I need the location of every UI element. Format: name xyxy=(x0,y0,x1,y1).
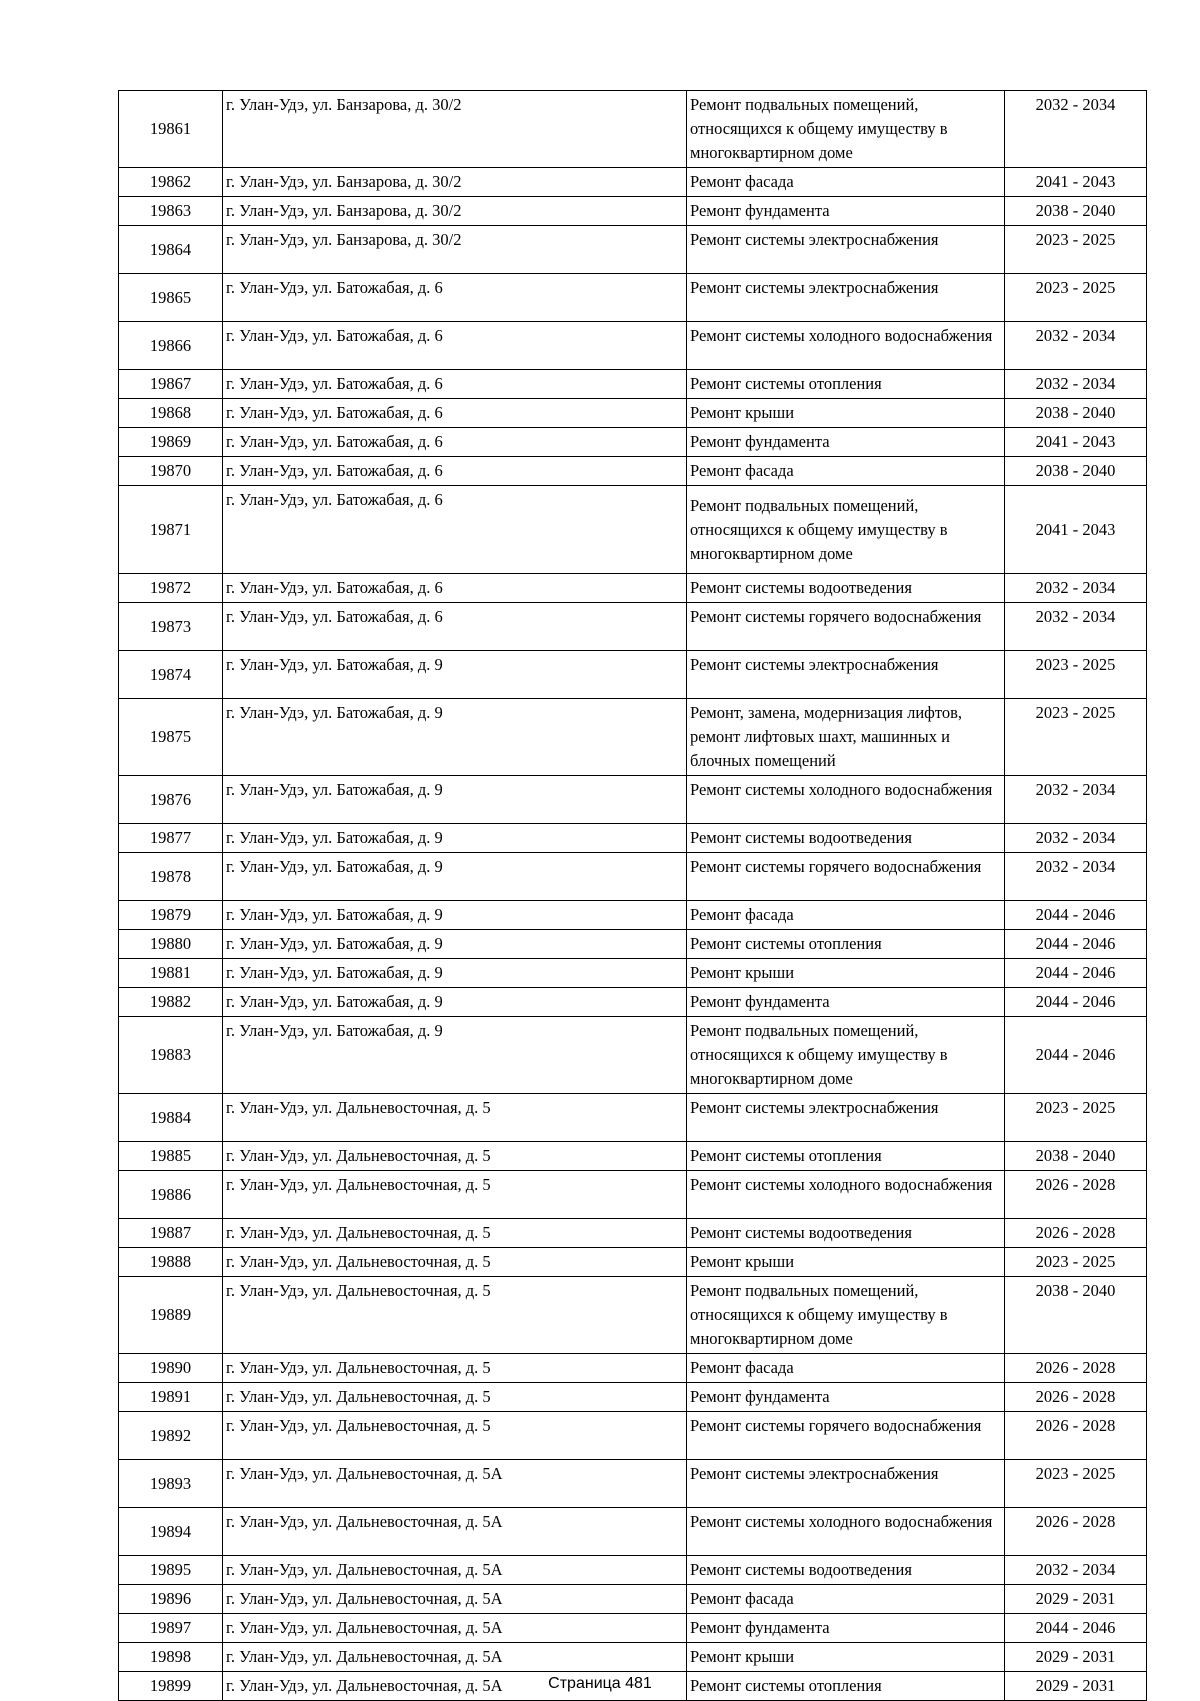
row-address: г. Улан-Удэ, ул. Батожабая, д. 6 xyxy=(223,322,687,370)
table-row xyxy=(119,853,1147,901)
row-period: 2023 - 2025 xyxy=(1005,1460,1147,1508)
row-period: 2029 - 2031 xyxy=(1005,1643,1147,1672)
row-address: г. Улан-Удэ, ул. Батожабая, д. 6 xyxy=(223,428,687,457)
row-period: 2032 - 2034 xyxy=(1005,91,1147,168)
table-row xyxy=(119,1383,1147,1412)
row-number: 19867 xyxy=(119,370,223,399)
row-work-type: Ремонт подвальных помещений, относящихся к общему имуществу в многоквартирном доме xyxy=(687,1277,1005,1354)
row-address: г. Улан-Удэ, ул. Банзарова, д. 30/2 xyxy=(223,91,687,168)
row-work-type: Ремонт крыши xyxy=(687,399,1005,428)
row-work-type: Ремонт фундамента xyxy=(687,1383,1005,1412)
row-number: 19883 xyxy=(119,1017,223,1094)
row-address: г. Улан-Удэ, ул. Дальневосточная, д. 5А xyxy=(223,1508,687,1556)
row-period: 2044 - 2046 xyxy=(1005,930,1147,959)
row-work-type: Ремонт подвальных помещений, относящихся к общему имуществу в многоквартирном доме xyxy=(687,486,1005,574)
row-address: г. Улан-Удэ, ул. Батожабая, д. 6 xyxy=(223,370,687,399)
row-period: 2026 - 2028 xyxy=(1005,1412,1147,1460)
row-work-type: Ремонт фундамента xyxy=(687,988,1005,1017)
row-period: 2038 - 2040 xyxy=(1005,399,1147,428)
row-period: 2026 - 2028 xyxy=(1005,1354,1147,1383)
row-number: 19869 xyxy=(119,428,223,457)
row-address: г. Улан-Удэ, ул. Батожабая, д. 9 xyxy=(223,824,687,853)
row-number: 19882 xyxy=(119,988,223,1017)
row-number: 19881 xyxy=(119,959,223,988)
row-period: 2023 - 2025 xyxy=(1005,274,1147,322)
row-number: 19899 xyxy=(119,1672,223,1701)
table-body xyxy=(119,91,1147,1701)
table-row xyxy=(119,1508,1147,1556)
row-period: 2026 - 2028 xyxy=(1005,1219,1147,1248)
row-number: 19889 xyxy=(119,1277,223,1354)
row-number: 19876 xyxy=(119,776,223,824)
row-address: г. Улан-Удэ, ул. Батожабая, д. 9 xyxy=(223,1017,687,1094)
row-address: г. Улан-Удэ, ул. Дальневосточная, д. 5А xyxy=(223,1556,687,1585)
row-work-type: Ремонт фундамента xyxy=(687,197,1005,226)
row-period: 2032 - 2034 xyxy=(1005,574,1147,603)
row-number: 19884 xyxy=(119,1094,223,1142)
row-address: г. Улан-Удэ, ул. Батожабая, д. 9 xyxy=(223,853,687,901)
table-row xyxy=(119,322,1147,370)
row-address: г. Улан-Удэ, ул. Дальневосточная, д. 5 xyxy=(223,1248,687,1277)
row-work-type: Ремонт фундамента xyxy=(687,1614,1005,1643)
row-number: 19871 xyxy=(119,486,223,574)
row-address: г. Улан-Удэ, ул. Дальневосточная, д. 5А xyxy=(223,1672,687,1701)
row-address: г. Улан-Удэ, ул. Банзарова, д. 30/2 xyxy=(223,197,687,226)
row-address: г. Улан-Удэ, ул. Дальневосточная, д. 5 xyxy=(223,1354,687,1383)
row-number: 19888 xyxy=(119,1248,223,1277)
row-period: 2032 - 2034 xyxy=(1005,322,1147,370)
row-period: 2044 - 2046 xyxy=(1005,1614,1147,1643)
table-row xyxy=(119,486,1147,574)
row-period: 2029 - 2031 xyxy=(1005,1585,1147,1614)
row-work-type: Ремонт подвальных помещений, относящихся к общему имуществу в многоквартирном доме xyxy=(687,91,1005,168)
page-number: Страница 481 xyxy=(548,1675,652,1692)
row-address: г. Улан-Удэ, ул. Дальневосточная, д. 5 xyxy=(223,1277,687,1354)
row-period: 2023 - 2025 xyxy=(1005,226,1147,274)
repair-schedule-table xyxy=(118,90,1147,1701)
row-work-type: Ремонт системы холодного водоснабжения xyxy=(687,322,1005,370)
row-address: г. Улан-Удэ, ул. Батожабая, д. 9 xyxy=(223,959,687,988)
row-work-type: Ремонт системы холодного водоснабжения xyxy=(687,1171,1005,1219)
row-work-type: Ремонт системы отопления xyxy=(687,1142,1005,1171)
row-number: 19894 xyxy=(119,1508,223,1556)
row-period: 2032 - 2034 xyxy=(1005,776,1147,824)
table-row xyxy=(119,399,1147,428)
table-row xyxy=(119,1556,1147,1585)
table-row xyxy=(119,1277,1147,1354)
row-number: 19887 xyxy=(119,1219,223,1248)
row-address: г. Улан-Удэ, ул. Батожабая, д. 6 xyxy=(223,574,687,603)
row-number: 19891 xyxy=(119,1383,223,1412)
table-row xyxy=(119,574,1147,603)
row-address: г. Улан-Удэ, ул. Батожабая, д. 9 xyxy=(223,901,687,930)
row-work-type: Ремонт системы электроснабжения xyxy=(687,1460,1005,1508)
table-row xyxy=(119,370,1147,399)
row-number: 19862 xyxy=(119,168,223,197)
row-number: 19879 xyxy=(119,901,223,930)
row-address: г. Улан-Удэ, ул. Банзарова, д. 30/2 xyxy=(223,226,687,274)
table-row xyxy=(119,1585,1147,1614)
table-row xyxy=(119,457,1147,486)
row-period: 2038 - 2040 xyxy=(1005,457,1147,486)
row-address: г. Улан-Удэ, ул. Дальневосточная, д. 5 xyxy=(223,1142,687,1171)
row-address: г. Улан-Удэ, ул. Батожабая, д. 9 xyxy=(223,776,687,824)
row-work-type: Ремонт фасада xyxy=(687,168,1005,197)
table-row xyxy=(119,1094,1147,1142)
row-work-type: Ремонт крыши xyxy=(687,1643,1005,1672)
table-row xyxy=(119,1354,1147,1383)
row-work-type: Ремонт системы водоотведения xyxy=(687,574,1005,603)
row-period: 2023 - 2025 xyxy=(1005,1094,1147,1142)
row-number: 19896 xyxy=(119,1585,223,1614)
row-number: 19865 xyxy=(119,274,223,322)
row-address: г. Улан-Удэ, ул. Дальневосточная, д. 5А xyxy=(223,1460,687,1508)
row-period: 2044 - 2046 xyxy=(1005,1017,1147,1094)
table-row xyxy=(119,1142,1147,1171)
row-number: 19895 xyxy=(119,1556,223,1585)
row-address: г. Улан-Удэ, ул. Батожабая, д. 6 xyxy=(223,486,687,574)
row-period: 2029 - 2031 xyxy=(1005,1672,1147,1701)
table-row xyxy=(119,168,1147,197)
row-number: 19868 xyxy=(119,399,223,428)
row-address: г. Улан-Удэ, ул. Дальневосточная, д. 5А xyxy=(223,1643,687,1672)
row-number: 19870 xyxy=(119,457,223,486)
row-address: г. Улан-Удэ, ул. Батожабая, д. 6 xyxy=(223,274,687,322)
row-work-type: Ремонт фасада xyxy=(687,901,1005,930)
row-number: 19880 xyxy=(119,930,223,959)
table-row xyxy=(119,988,1147,1017)
row-work-type: Ремонт системы горячего водоснабжения xyxy=(687,853,1005,901)
table-row xyxy=(119,901,1147,930)
row-period: 2038 - 2040 xyxy=(1005,1142,1147,1171)
row-period: 2032 - 2034 xyxy=(1005,1556,1147,1585)
row-address: г. Улан-Удэ, ул. Дальневосточная, д. 5 xyxy=(223,1412,687,1460)
row-address: г. Улан-Удэ, ул. Дальневосточная, д. 5 xyxy=(223,1094,687,1142)
table-row xyxy=(119,428,1147,457)
table-row xyxy=(119,959,1147,988)
table-row xyxy=(119,603,1147,651)
row-number: 19892 xyxy=(119,1412,223,1460)
row-number: 19873 xyxy=(119,603,223,651)
row-work-type: Ремонт, замена, модернизация лифтов, ремонт лифтовых шахт, машинных и блочных помещений xyxy=(687,699,1005,776)
row-period: 2041 - 2043 xyxy=(1005,168,1147,197)
row-work-type: Ремонт системы отопления xyxy=(687,1672,1005,1701)
row-period: 2041 - 2043 xyxy=(1005,486,1147,574)
row-period: 2023 - 2025 xyxy=(1005,1248,1147,1277)
table-row xyxy=(119,1460,1147,1508)
row-number: 19885 xyxy=(119,1142,223,1171)
row-period: 2023 - 2025 xyxy=(1005,651,1147,699)
row-period: 2023 - 2025 xyxy=(1005,699,1147,776)
table-row xyxy=(119,651,1147,699)
row-period: 2038 - 2040 xyxy=(1005,1277,1147,1354)
row-address: г. Улан-Удэ, ул. Дальневосточная, д. 5 xyxy=(223,1383,687,1412)
table-row xyxy=(119,1171,1147,1219)
table-row xyxy=(119,1219,1147,1248)
row-address: г. Улан-Удэ, ул. Батожабая, д. 9 xyxy=(223,930,687,959)
row-number: 19878 xyxy=(119,853,223,901)
row-address: г. Улан-Удэ, ул. Дальневосточная, д. 5А xyxy=(223,1585,687,1614)
row-period: 2032 - 2034 xyxy=(1005,603,1147,651)
row-work-type: Ремонт системы отопления xyxy=(687,370,1005,399)
row-number: 19893 xyxy=(119,1460,223,1508)
row-number: 19897 xyxy=(119,1614,223,1643)
row-period: 2038 - 2040 xyxy=(1005,197,1147,226)
table-row xyxy=(119,1248,1147,1277)
row-address: г. Улан-Удэ, ул. Дальневосточная, д. 5 xyxy=(223,1219,687,1248)
row-work-type: Ремонт крыши xyxy=(687,1248,1005,1277)
row-period: 2026 - 2028 xyxy=(1005,1383,1147,1412)
table-row xyxy=(119,776,1147,824)
row-number: 19861 xyxy=(119,91,223,168)
row-period: 2044 - 2046 xyxy=(1005,988,1147,1017)
row-work-type: Ремонт системы холодного водоснабжения xyxy=(687,776,1005,824)
row-period: 2044 - 2046 xyxy=(1005,901,1147,930)
row-period: 2026 - 2028 xyxy=(1005,1171,1147,1219)
row-number: 19874 xyxy=(119,651,223,699)
row-number: 19872 xyxy=(119,574,223,603)
row-address: г. Улан-Удэ, ул. Батожабая, д. 9 xyxy=(223,651,687,699)
table-row xyxy=(119,1643,1147,1672)
row-number: 19890 xyxy=(119,1354,223,1383)
row-number: 19866 xyxy=(119,322,223,370)
row-work-type: Ремонт системы отопления xyxy=(687,930,1005,959)
row-address: г. Улан-Удэ, ул. Батожабая, д. 6 xyxy=(223,399,687,428)
row-work-type: Ремонт системы горячего водоснабжения xyxy=(687,603,1005,651)
row-number: 19875 xyxy=(119,699,223,776)
table-row xyxy=(119,1614,1147,1643)
row-work-type: Ремонт системы водоотведения xyxy=(687,824,1005,853)
row-number: 19864 xyxy=(119,226,223,274)
row-work-type: Ремонт системы электроснабжения xyxy=(687,226,1005,274)
row-address: г. Улан-Удэ, ул. Дальневосточная, д. 5 xyxy=(223,1171,687,1219)
table-row xyxy=(119,1412,1147,1460)
table-row xyxy=(119,226,1147,274)
row-work-type: Ремонт системы электроснабжения xyxy=(687,274,1005,322)
row-period: 2044 - 2046 xyxy=(1005,959,1147,988)
row-work-type: Ремонт системы горячего водоснабжения xyxy=(687,1412,1005,1460)
row-work-type: Ремонт системы водоотведения xyxy=(687,1556,1005,1585)
row-work-type: Ремонт фасада xyxy=(687,1585,1005,1614)
row-period: 2026 - 2028 xyxy=(1005,1508,1147,1556)
row-address: г. Улан-Удэ, ул. Батожабая, д. 9 xyxy=(223,699,687,776)
table-row xyxy=(119,824,1147,853)
row-number: 19898 xyxy=(119,1643,223,1672)
row-address: г. Улан-Удэ, ул. Батожабая, д. 9 xyxy=(223,988,687,1017)
row-period: 2032 - 2034 xyxy=(1005,853,1147,901)
row-address: г. Улан-Удэ, ул. Банзарова, д. 30/2 xyxy=(223,168,687,197)
row-work-type: Ремонт системы водоотведения xyxy=(687,1219,1005,1248)
row-number: 19886 xyxy=(119,1171,223,1219)
row-address: г. Улан-Удэ, ул. Батожабая, д. 6 xyxy=(223,457,687,486)
table-row xyxy=(119,274,1147,322)
row-period: 2032 - 2034 xyxy=(1005,824,1147,853)
row-work-type: Ремонт фасада xyxy=(687,457,1005,486)
row-work-type: Ремонт подвальных помещений, относящихся к общему имуществу в многоквартирном доме xyxy=(687,1017,1005,1094)
row-work-type: Ремонт крыши xyxy=(687,959,1005,988)
row-work-type: Ремонт системы электроснабжения xyxy=(687,651,1005,699)
row-address: г. Улан-Удэ, ул. Батожабая, д. 6 xyxy=(223,603,687,651)
row-period: 2032 - 2034 xyxy=(1005,370,1147,399)
row-work-type: Ремонт системы электроснабжения xyxy=(687,1094,1005,1142)
row-period: 2041 - 2043 xyxy=(1005,428,1147,457)
row-work-type: Ремонт системы холодного водоснабжения xyxy=(687,1508,1005,1556)
row-work-type: Ремонт фундамента xyxy=(687,428,1005,457)
row-number: 19863 xyxy=(119,197,223,226)
table-row xyxy=(119,91,1147,168)
table-row xyxy=(119,197,1147,226)
row-address: г. Улан-Удэ, ул. Дальневосточная, д. 5А xyxy=(223,1614,687,1643)
table-row xyxy=(119,1017,1147,1094)
row-work-type: Ремонт фасада xyxy=(687,1354,1005,1383)
table-row xyxy=(119,930,1147,959)
table-row xyxy=(119,699,1147,776)
row-number: 19877 xyxy=(119,824,223,853)
